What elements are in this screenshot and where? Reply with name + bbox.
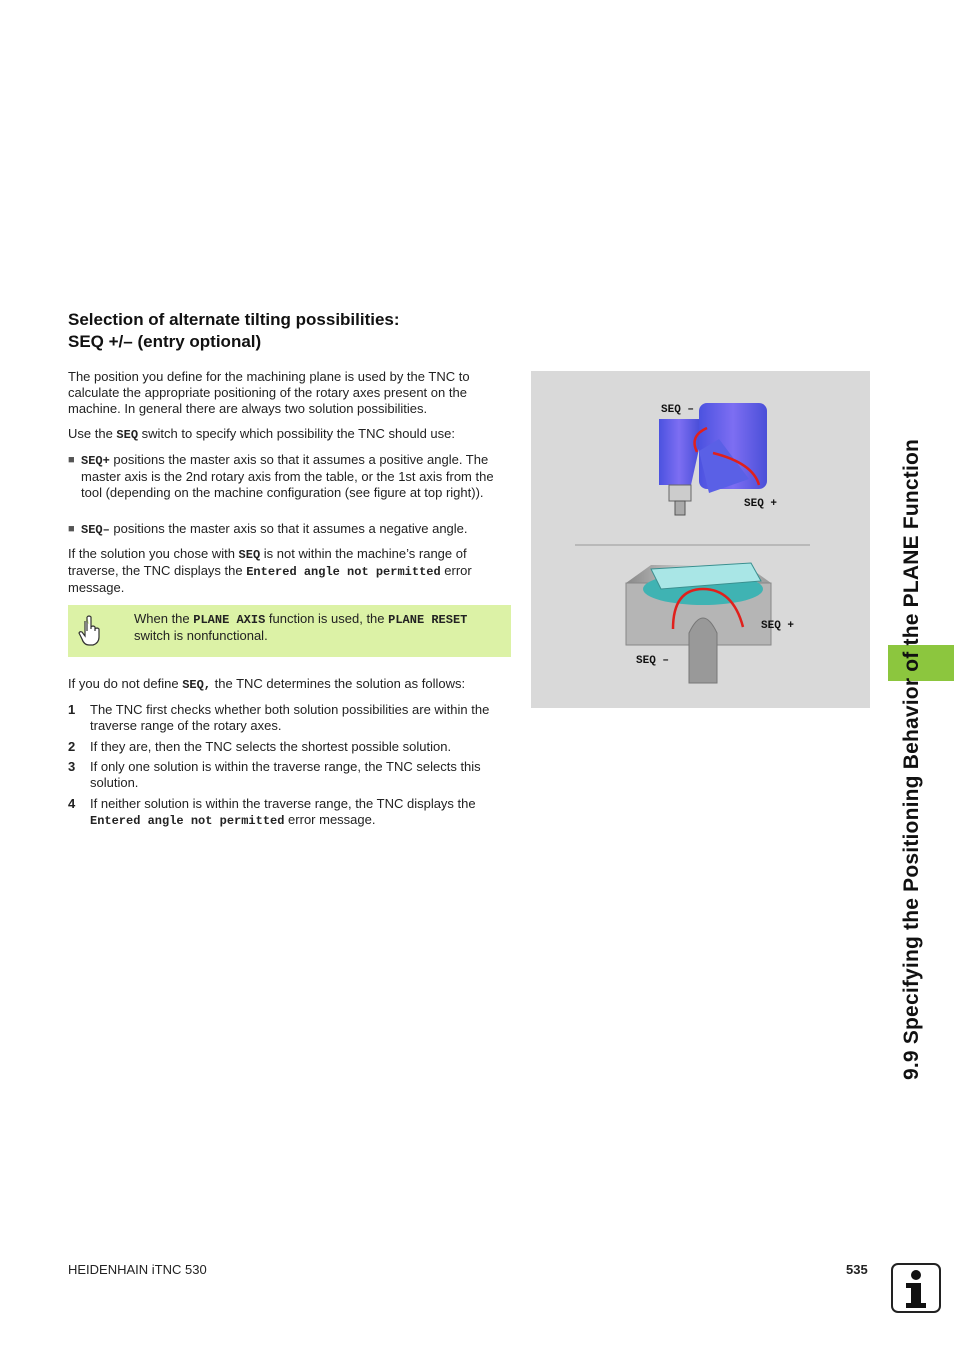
undefined-paragraph (68, 676, 510, 693)
note-pre: When the (134, 611, 194, 626)
step-text-post: error message. (284, 812, 376, 827)
code-seq: SEQ, (182, 678, 212, 692)
step-number: 1 (68, 702, 76, 717)
bullet-text: positions the master axis so that it assumes a positive angle. The master axis is the 2nd rotary axis from the table, or the 1st axis from the tool (depending on the machine configuration (see figure at top right)). (81, 452, 494, 500)
note-mid: function is used, the (265, 611, 389, 626)
figure-tilting-possibilities (531, 371, 870, 708)
code-error-message: Entered angle not permitted (90, 814, 285, 828)
footer-product: HEIDENHAIN iTNC 530 (68, 1262, 207, 1277)
code-plane-axis: PLANE AXIS (193, 613, 266, 627)
heading-line-1: Selection of alternate tilting possibilities: (68, 310, 400, 329)
range-post: error message. (68, 563, 472, 595)
step-text: The TNC first checks whether both solution possibilities are within the traverse range of the rotary axes. (90, 702, 490, 733)
step-number: 4 (68, 796, 76, 811)
code-plane-reset: PLANE RESET (388, 613, 468, 627)
step-text: If neither solution is within the traverse range, the TNC displays the (90, 796, 476, 811)
use-switch-paragraph (68, 426, 510, 443)
bullet-square-icon: ■ (68, 454, 75, 466)
code-error-message: Entered angle not permitted (246, 565, 441, 579)
range-paragraph (68, 546, 510, 596)
bullet-text: positions the master axis so that it assumes a negative angle. (109, 521, 468, 536)
step-text: If only one solution is within the traverse range, the TNC selects this solution. (90, 759, 481, 790)
bullet-seq-minus (68, 521, 510, 538)
code-seq-minus: SEQ– (81, 523, 110, 537)
label-seq-minus-bottom: SEQ – (636, 655, 670, 667)
use-switch-pre: Use the (68, 426, 117, 441)
step-2 (68, 739, 510, 755)
step-1 (68, 702, 510, 734)
undefined-pre: If you do not define (68, 676, 183, 691)
page-number: 535 (846, 1262, 868, 1277)
range-mid: is not within the machine’s range of traverse, the TNC displays the (68, 546, 467, 578)
step-3 (68, 759, 510, 791)
step-4 (68, 796, 510, 829)
use-switch-post: switch to specify which possibility the TNC should use: (138, 426, 455, 441)
label-seq-plus-bottom: SEQ + (761, 620, 795, 632)
code-seq-plus: SEQ+ (81, 454, 110, 468)
step-text: If they are, then the TNC selects the shortest possible solution. (90, 739, 452, 754)
info-icon (891, 1263, 941, 1313)
code-seq: SEQ (116, 428, 139, 442)
range-pre: If the solution you chose with (68, 546, 239, 561)
undefined-post: the TNC determines the solution as follows: (211, 676, 466, 691)
bullet-square-icon: ■ (68, 523, 75, 535)
heading-line-2: SEQ +/– (entry optional) (68, 332, 262, 351)
note-text (134, 611, 504, 644)
code-seq: SEQ (238, 548, 261, 562)
chapter-sidebar-title: 9.9 Specifying the Positioning Behavior of the PLANE Function (900, 438, 923, 1080)
label-seq-plus-top: SEQ + (744, 498, 778, 510)
machine-illustration (531, 371, 870, 708)
note-post: switch is nonfunctional. (134, 628, 268, 643)
step-number: 2 (68, 739, 76, 754)
label-seq-minus-top: SEQ – (661, 404, 695, 416)
section-heading (68, 309, 508, 353)
bullet-seq-plus (68, 452, 510, 501)
note-box (68, 605, 511, 657)
step-number: 3 (68, 759, 76, 774)
intro-paragraph: The position you define for the machining plane is used by the TNC to calculate the appropriate positioning of the rotary axes present on the machine. In general there are always two solution possibilities. (68, 369, 470, 416)
pointing-hand-icon (78, 615, 102, 647)
